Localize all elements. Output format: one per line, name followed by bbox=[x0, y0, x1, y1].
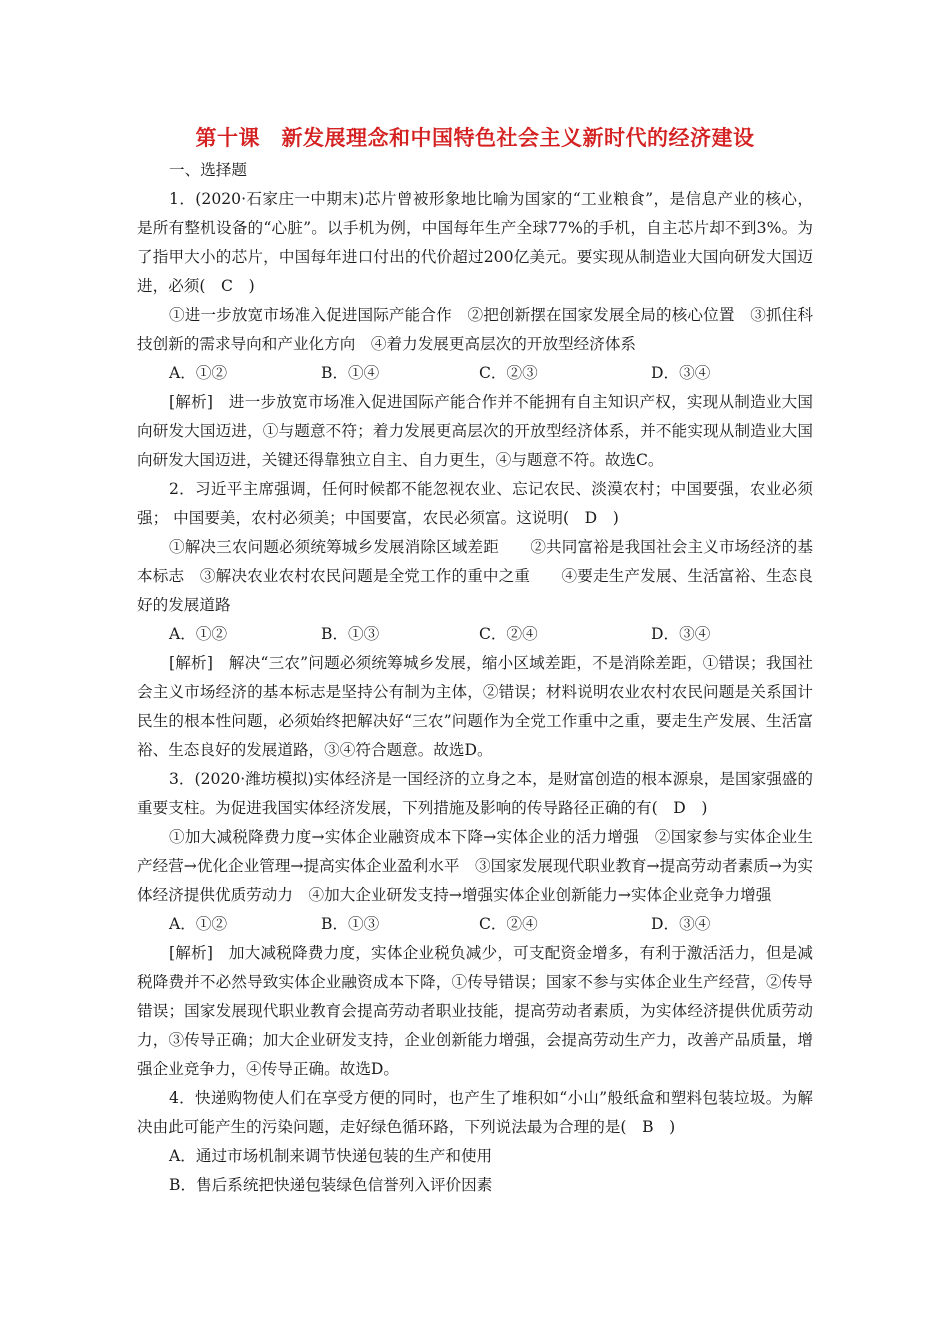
document-body bbox=[137, 156, 813, 1200]
option-a: A．①② bbox=[169, 625, 228, 643]
option-b: B．①④ bbox=[321, 364, 380, 382]
option-a: A．①② bbox=[169, 915, 228, 933]
question-4-option-a: A．通过市场机制来调节快递包装的生产和使用 bbox=[169, 1147, 493, 1165]
question-1-stem: 1．(2020·石家庄一中期末)芯片曾被形象地比喻为国家的“工业粮食”，是信息产业的核心，是所有整机设备的“心脏”。以手机为例，中国每年生产全球77%的手机，自主芯片却不到3%。为了指甲大小的芯片，中国每年进口付出的代价超过200亿美元。要实现从制造业大国向研发大国迈进，必须( C ) bbox=[137, 190, 813, 295]
option-a: A．①② bbox=[169, 364, 228, 382]
question-3-stem: 3．(2020·潍坊模拟)实体经济是一国经济的立身之本，是财富创造的根本源泉，是国家强盛的重要支柱。为促进我国实体经济发展，下列措施及影响的传导路径正确的有( D ) bbox=[137, 770, 813, 817]
question-1-options bbox=[137, 359, 813, 388]
question-4-option-b: B．售后系统把快递包装绿色信誉列入评价因素 bbox=[169, 1176, 493, 1194]
question-2-analysis: [解析] 解决“三农”问题必须统筹城乡发展，缩小区域差距，不是消除差距，①错误；我国社会主义市场经济的基本标志是坚持公有制为主体，②错误；材料说明农业农村农民问题是关系国计民生的根本性问题，必须始终把解决好“三农”问题作为全党工作重中之重，要走生产发展、生活富裕、生态良好的发展道路，③④符合题意。故选D。 bbox=[137, 654, 813, 759]
question-3-analysis: [解析] 加大减税降费力度，实体企业税负减少，可支配资金增多，有利于激活活力，但是减税降费并不必然导致实体企业融资成本下降，①传导错误；国家不参与实体企业生产经营，②传导错误；国家发展现代职业教育会提高劳动者职业技能，提高劳动者素质，为实体经济提供优质劳动力，③传导正确；加大企业研发支持，企业创新能力增强，会提高劳动生产力，改善产品质量，增强企业竞争力，④传导正确。故选D。 bbox=[137, 944, 813, 1078]
option-c: C．②③ bbox=[479, 364, 538, 382]
question-1-analysis: [解析] 进一步放宽市场准入促进国际产能合作并不能拥有自主知识产权，实现从制造业大国向研发大国迈进，①与题意不符；着力发展更高层次的开放型经济体系，并不能实现从制造业大国向研发大国迈进，关键还得靠独立自主、自力更生，④与题意不符。故选C。 bbox=[137, 393, 813, 469]
question-3-options bbox=[137, 910, 813, 939]
question-1-items: ①进一步放宽市场准入促进国际产能合作 ②把创新摆在国家发展全局的核心位置 ③抓住科技创新的需求导向和产业化方向 ④着力发展更高层次的开放型经济体系 bbox=[137, 306, 813, 353]
question-2-items: ①解决三农问题必须统筹城乡发展消除区域差距 ②共同富裕是我国社会主义市场经济的基本标志 ③解决农业农村农民问题是全党工作的重中之重 ④要走生产发展、生活富裕、生态良好的发展道路 bbox=[137, 538, 813, 614]
lesson-title: 第十课 新发展理念和中国特色社会主义新时代的经济建设 bbox=[195, 126, 755, 150]
option-c: C．②④ bbox=[479, 625, 538, 643]
section-heading: 一、选择题 bbox=[169, 161, 247, 179]
question-2-options bbox=[137, 620, 813, 649]
option-d: D．③④ bbox=[651, 364, 711, 382]
option-d: D．③④ bbox=[651, 915, 711, 933]
question-3-items: ①加大减税降费力度→实体企业融资成本下降→实体企业的活力增强 ②国家参与实体企业生产经营→优化企业管理→提高实体企业盈利水平 ③国家发展现代职业教育→提高劳动者素质→为实体经济提供优质劳动力 ④加大企业研发支持→增强实体企业创新能力→实体企业竞争力增强 bbox=[137, 828, 814, 904]
option-c: C．②④ bbox=[479, 915, 538, 933]
question-4-stem: 4．快递购物使人们在享受方便的同时，也产生了堆积如“小山”般纸盒和塑料包装垃圾。为解决由此可能产生的污染问题，走好绿色循环路，下列说法最为合理的是( B ) bbox=[137, 1089, 813, 1136]
question-2-stem: 2．习近平主席强调，任何时候都不能忽视农业、忘记农民、淡漠农村；中国要强，农业必须强； 中国要美，农村必须美；中国要富，农民必须富。这说明( D ) bbox=[137, 480, 813, 527]
option-b: B．①③ bbox=[321, 915, 380, 933]
option-b: B．①③ bbox=[321, 625, 380, 643]
option-d: D．③④ bbox=[651, 625, 711, 643]
